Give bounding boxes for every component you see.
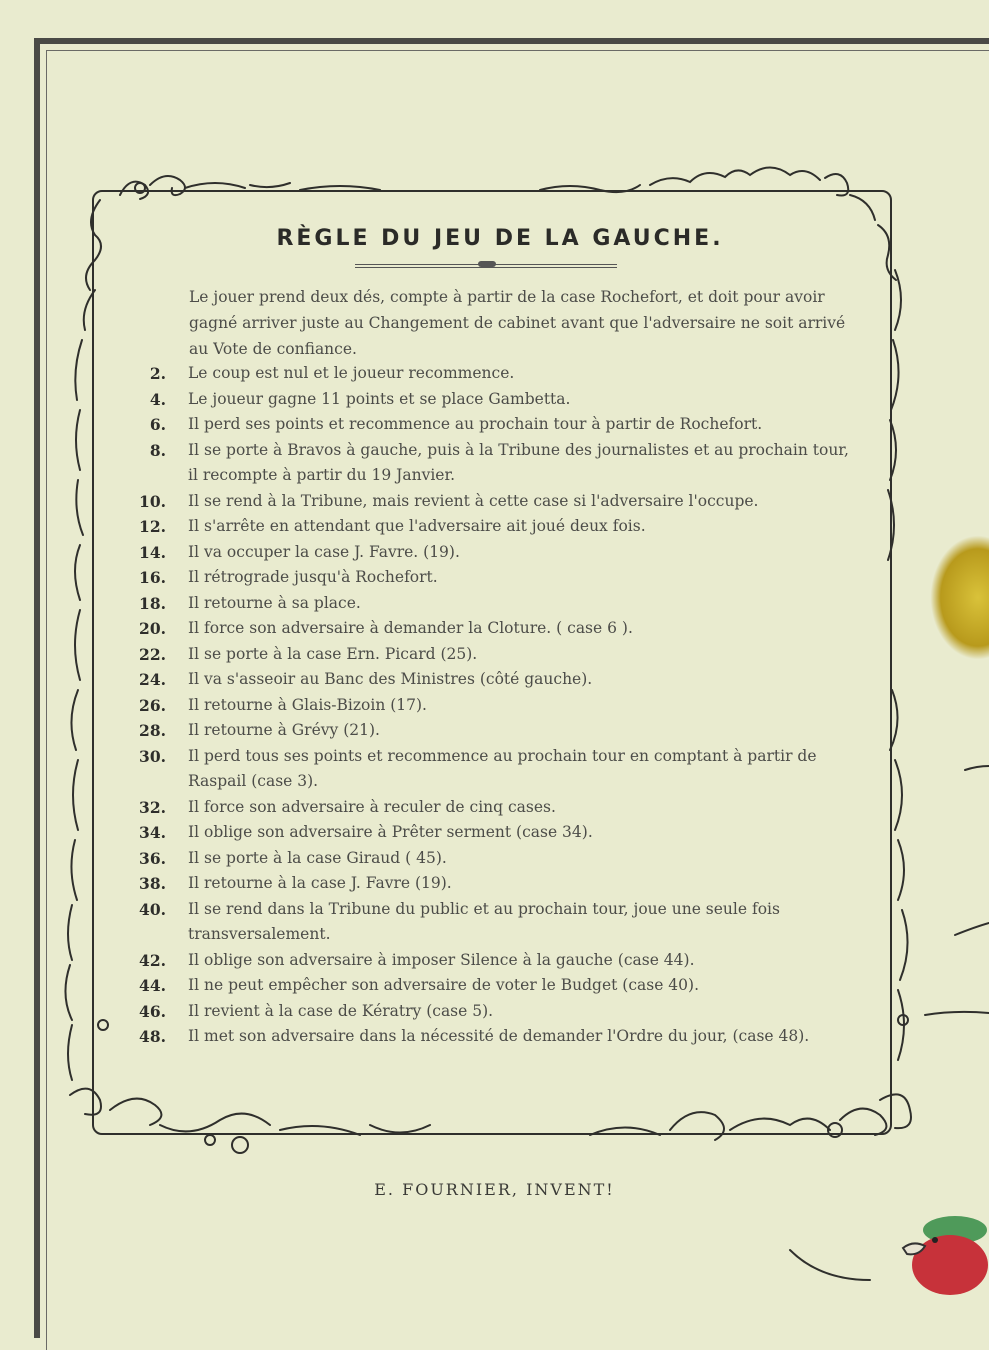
rule-text: Il va occuper la case J. Favre. (19). <box>188 542 460 561</box>
rule-number: 2. <box>149 364 166 383</box>
rule-number: 36. <box>139 848 166 868</box>
rule-number: 28. <box>139 721 166 740</box>
rule-number: 12. <box>139 517 166 536</box>
rule-number: 10. <box>139 491 166 511</box>
author-credit: E. FOURNIER, INVENT! <box>374 1180 615 1199</box>
rule-text: Le coup est nul et le joueur recommence. <box>188 364 515 382</box>
rule-number: 18. <box>139 593 166 613</box>
rule-text: Il met son adversaire dans la nécessité de demander l'Ordre du jour, (case 48). <box>188 1027 810 1045</box>
rule-text: Il se rend dans la Tribune du public et au prochain tour, joue une seule fois transversalement. <box>188 899 780 943</box>
rule-number: 46. <box>139 1001 166 1021</box>
rule-text: Il se rend à la Tribune, mais revient à cette case si l'adversaire l'occupe. <box>188 491 759 510</box>
rule-number: 22. <box>139 644 166 664</box>
rule-text: Il force son adversaire à reculer de cinq cases. <box>188 797 556 816</box>
intro-paragraph: Le jouer prend deux dés, compte à partir de la case Rochefort, et doit pour avoir gagné arriver juste au Changement de cabinet avant que l'adversaire ne soit arrivé au Vote de confiance. <box>189 288 846 358</box>
rule-text: Il se porte à Bravos à gauche, puis à la Tribune des journalistes et au prochain tour, il recompte à partir du 19 Janvier. <box>188 440 849 484</box>
rule-text: Il retourne à Glais-Bizoin (17). <box>188 695 427 714</box>
rule-number: 38. <box>139 874 166 893</box>
rule-text: Il retourne à Grévy (21). <box>188 721 380 739</box>
rule-text: Il va s'asseoir au Banc des Ministres (côté gauche). <box>188 670 593 688</box>
rule-text: Il force son adversaire à demander la Cloture. ( case 6 ). <box>188 619 633 637</box>
rule-text: Il oblige son adversaire à imposer Silence à la gauche (case 44). <box>188 950 695 969</box>
rule-text: Il ne peut empêcher son adversaire de voter le Budget (case 40). <box>188 976 699 994</box>
rule-text: Il perd tous ses points et recommence au prochain tour en comptant à partir de Raspail (case 3). <box>188 746 817 790</box>
rule-number: 44. <box>139 976 166 995</box>
rule-number: 26. <box>139 695 166 715</box>
rule-number: 40. <box>139 899 166 919</box>
rule-text: Le joueur gagne 11 points et se place Gambetta. <box>188 389 571 408</box>
rule-text: Il se porte à la case Ern. Picard (25). <box>188 644 478 663</box>
rule-number: 8. <box>149 440 166 460</box>
rule-number: 42. <box>139 950 166 970</box>
rule-number: 14. <box>139 542 166 562</box>
rule-text: Il perd ses points et recommence au prochain tour à partir de Rochefort. <box>188 415 763 433</box>
rule-text: Il s'arrête en attendant que l'adversaire ait joué deux fois. <box>188 517 646 535</box>
rule-number: 16. <box>139 568 166 587</box>
rule-number: 32. <box>139 797 166 817</box>
rule-text: Il revient à la case de Kératry (case 5). <box>188 1001 494 1020</box>
rule-text: Il retourne à la case J. Favre (19). <box>188 874 452 892</box>
rule-text: Il rétrograde jusqu'à Rochefort. <box>188 568 438 586</box>
rule-number: 30. <box>139 746 166 766</box>
rule-text: Il se porte à la case Giraud ( 45). <box>188 848 447 867</box>
rule-text: Il retourne à sa place. <box>188 593 361 612</box>
rule-number: 6. <box>149 415 166 434</box>
rule-number: 34. <box>139 823 166 842</box>
rule-number: 48. <box>139 1027 166 1046</box>
rule-number: 24. <box>139 670 166 689</box>
rule-text: Il oblige son adversaire à Prêter serment (case 34). <box>188 823 593 841</box>
page-title: RÈGLE DU JEU DE LA GAUCHE. <box>276 226 724 251</box>
rule-number: 20. <box>139 619 166 638</box>
rule-number: 4. <box>149 389 166 409</box>
